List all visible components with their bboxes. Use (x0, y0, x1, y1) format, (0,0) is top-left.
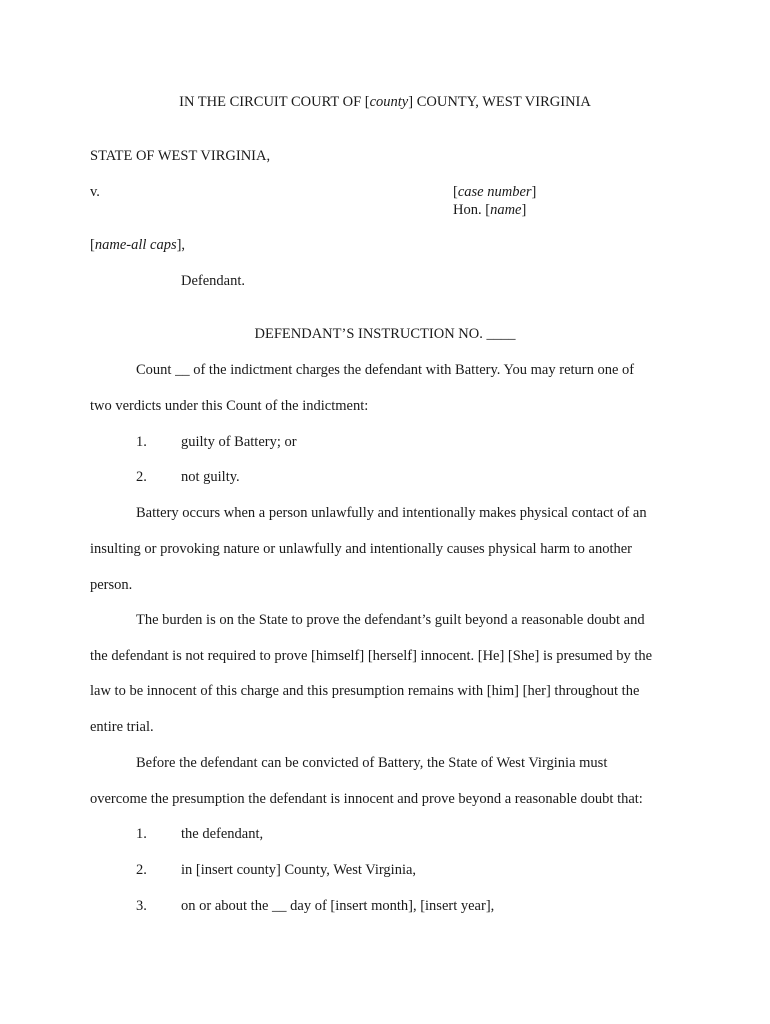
versus-label: v. (90, 184, 100, 200)
element-text: the defendant, (181, 826, 264, 842)
judge-close: ] (521, 202, 527, 218)
court-heading (0, 94, 770, 111)
element-text: in [insert county] County, West Virginia, (181, 862, 417, 878)
count-para-line-2: two verdicts under this Count of the indictment: (90, 398, 369, 414)
defendant-label: Defendant. (181, 273, 246, 289)
defendant-close: ], (176, 237, 186, 253)
element-number: 1. (136, 826, 147, 842)
before-para-line-2: overcome the presumption the defendant is innocent and prove beyond a reasonable doubt that: (90, 791, 643, 807)
judge-prefix: Hon. [ (453, 202, 491, 218)
burden-para-line-2: the defendant is not required to prove [himself] [herself] innocent. [He] [She] is presumed by the (90, 648, 653, 664)
court-heading-prefix: IN THE CIRCUIT COURT OF [ (179, 94, 370, 110)
court-county-placeholder: county (369, 94, 409, 110)
judge-name-placeholder: name (490, 202, 522, 218)
burden-para-line-3: law to be innocent of this charge and this presumption remains with [him] [her] throughout the (90, 683, 640, 699)
defendant-open: [ (90, 237, 95, 253)
instruction-title: DEFENDANT’S INSTRUCTION NO. ____ (254, 326, 516, 342)
verdict-number: 2. (136, 469, 147, 485)
battery-para-line-3: person. (90, 577, 133, 593)
defendant-name (90, 237, 185, 254)
burden-para-line-4: entire trial. (90, 719, 154, 735)
plaintiff-name: STATE OF WEST VIRGINIA, (90, 148, 271, 164)
case-number-placeholder: case number (457, 184, 532, 200)
battery-para-line-1: Battery occurs when a person unlawfully and intentionally makes physical contact of an (136, 505, 647, 521)
court-heading-suffix: ] COUNTY, WEST VIRGINIA (408, 94, 591, 110)
before-para-line-1: Before the defendant can be convicted of Battery, the State of West Virginia must (136, 755, 608, 771)
judge-name (453, 202, 526, 219)
element-text: on or about the __ day of [insert month], [insert year], (181, 898, 495, 914)
verdict-text: guilty of Battery; or (181, 434, 297, 450)
battery-para-line-2: insulting or provoking nature or unlawfully and intentionally causes physical harm to another (90, 541, 633, 557)
case-number (453, 184, 536, 201)
count-para-line-1: Count __ of the indictment charges the defendant with Battery. You may return one of (136, 362, 635, 378)
case-number-close: ] (531, 184, 537, 200)
burden-para-line-1: The burden is on the State to prove the defendant’s guilt beyond a reasonable doubt and (136, 612, 645, 628)
element-number: 3. (136, 898, 147, 914)
verdict-text: not guilty. (181, 469, 240, 485)
verdict-number: 1. (136, 434, 147, 450)
case-number-open: [ (453, 184, 458, 200)
defendant-name-placeholder: name-all caps (94, 237, 177, 253)
element-number: 2. (136, 862, 147, 878)
